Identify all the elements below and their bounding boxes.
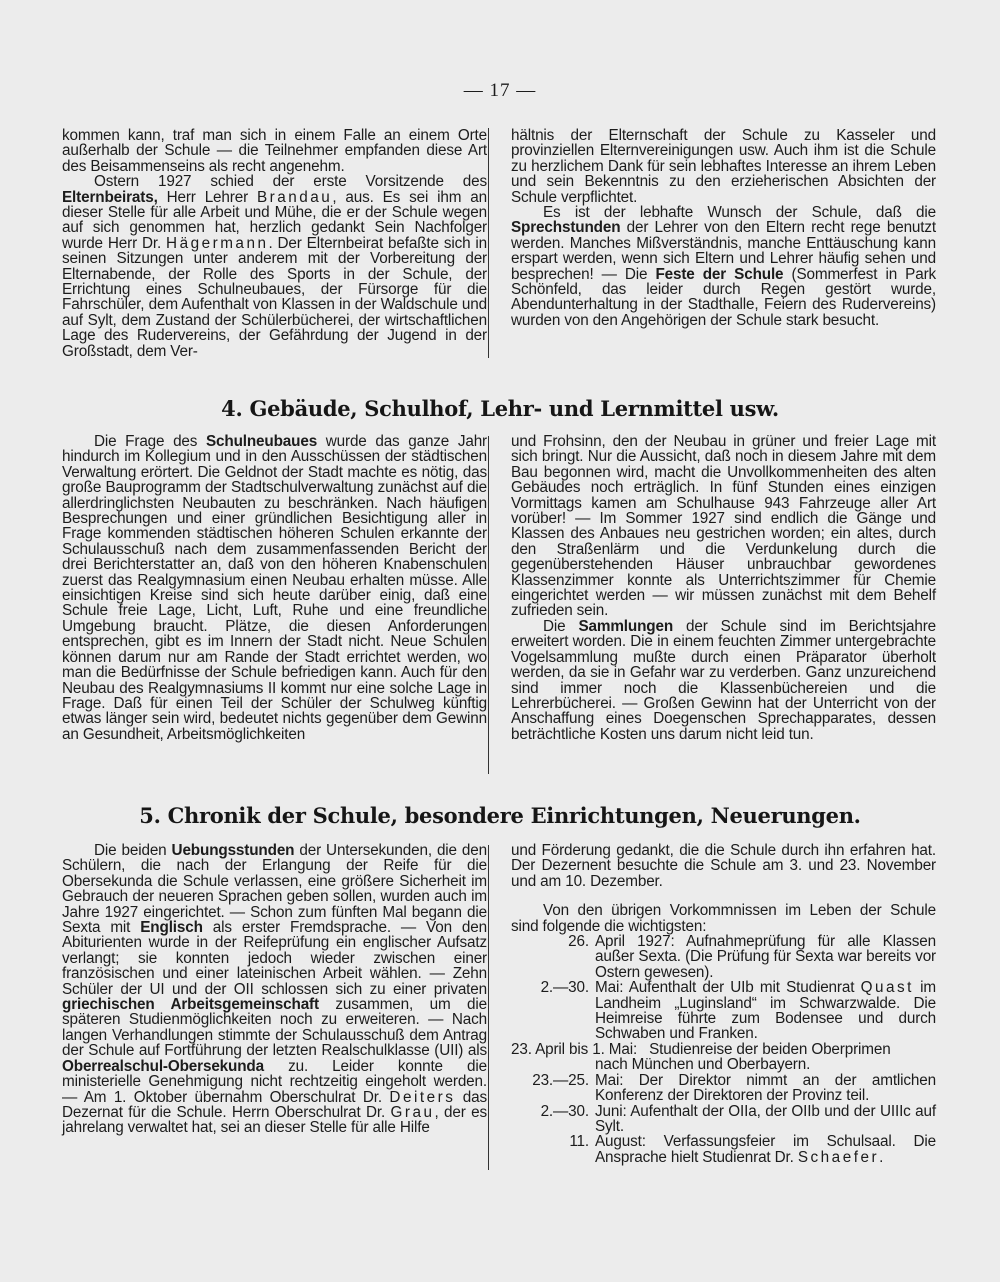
paragraph — [511, 205, 936, 328]
bold-term: Uebungsstunden — [171, 842, 295, 859]
person-name: Brandau — [256, 188, 333, 206]
text: Herr Lehrer — [157, 188, 257, 206]
column-right — [511, 434, 936, 742]
column-divider — [488, 845, 489, 1170]
text: als erster Fremdsprache. — Von den Abiturienten wurde in der Reifeprüfung ein englischer Aufsatz verlangt; sie konnten jedoch wieder zwischen einer französischen und einer lateinischen Arbeit wählen. — Zehn Schüler der UI und der OII schlossen sich zu einer privaten — [62, 919, 487, 998]
text: im Landheim „Luginsland“ im Schwarzwalde. Die Heimreise führte zum Bodensee und durch Schwaben und Franken. — [595, 979, 936, 1043]
paragraph: hältnis der Elternschaft der Schule zu Kasseler und provinziellen Elternvereinigungen usw. Auch ihm ist die Schule zu herzlichem Dank für sein lebhaftes Interesse an ihrem Leben und sein Bekenntnis zu den erzieherischen Absichten der Schule verpflichtet. — [511, 127, 936, 206]
chronicle-date: 2.—30. — [540, 1102, 589, 1120]
text: . Der Elternbeirat befaßte sich in seinen Sitzungen unter anderem mit der Vorbereitung der Elternabende, der Rolle des Sports in der Schule, der Errichtung eines Schulneubaues, der Fürsorge für die Fahrschüler, dem Aufenthalt von Klassen in der Waldschule und auf Sylt, dem Zustand der Schülerbücherei, der wirtschaftlichen Lage des Rudervereins, der Gefährdung der Jugend in der Großstadt, dem Ver- — [62, 234, 488, 360]
text: das Dezernat für die Schule. Herrn Oberschulrat Dr. — [62, 1088, 487, 1121]
chronicle-date: 23. April bis 1. Mai: — [511, 1040, 638, 1058]
text: Ostern 1927 schied der erste Vorsitzende des — [94, 173, 487, 191]
chronicle-text: April 1927: Aufnahmeprüfung für alle Klassen außer Sexta. (Die Prüfung für Sexta war bereits vor Ostern gewesen). — [595, 933, 936, 981]
paragraph: und Frohsinn, den der Neubau in grüner und freier Lage mit sich bringt. Nur die Aussicht, daß noch in diesem Jahre mit dem Bau begonnen wird, macht die Unvollkommenheiten des alten Gebäudes noch erträglich. In fünf Stunden eines einzigen Vormittags kamen am Schulhause 943 Fahrzeuge aller Art vorüber! — Im Sommer 1927 sind endlich die Gänge und Klassen des Anbaues neu gestrichen worden; ein altes, durch den Straßenlärm und die Verdunkelung durch die gegenüberstehenden Häuser unbrauchbar gewordenes Klassenzimmer konnte als Unterrichtszimmer für Chemie eingerichtet werden — wir müssen zunächst mit dem Behelf zufrieden sein. — [511, 433, 936, 620]
paragraph — [62, 174, 487, 359]
bold-term: Sammlungen — [578, 617, 674, 635]
paragraph: Von den übrigen Vorkommnissen im Leben der Schule sind folgende die wichtigsten: — [511, 902, 936, 935]
chronicle-text — [595, 980, 936, 1042]
column-divider — [488, 436, 489, 774]
text: August: Verfassungsfeier im Schulsaal. Die Ansprache hielt Studienrat Dr. — [595, 1133, 936, 1166]
column-left — [62, 128, 487, 359]
chronicle-entry — [511, 1042, 936, 1073]
section-heading-5: 5. Chronik der Schule, besondere Einrichtungen, Neuerungen. — [139, 803, 861, 828]
text: zusammen, um die späteren Studienmöglichkeiten noch zu erweiteren. — Nach langen Verhandlungen stimmte der Schulausschuß dem Antrag der Schule auf Fortführung der letzten Realschulklasse (UII) als — [62, 996, 487, 1060]
page-number: — 17 — — [463, 80, 537, 101]
person-name: Hägermann — [166, 234, 269, 252]
column-right — [511, 128, 936, 359]
chronicle-date: 23.—25. — [532, 1071, 589, 1089]
chronicle-list — [511, 934, 936, 1165]
chronicle-entry — [511, 934, 936, 980]
paragraph — [62, 434, 487, 742]
bold-term: griechischen Arbeitsgemeinschaft — [62, 996, 319, 1014]
chronicle-date: 11. — [569, 1133, 589, 1151]
chronicle-text: Juni: Aufenthalt der OIIa, der OIIb und der UIIIc auf Sylt. — [595, 1102, 936, 1135]
paragraph — [62, 843, 487, 1136]
bold-term: Oberrealschul-Obersekunda — [62, 1057, 264, 1075]
person-name: Schaefer — [797, 1148, 880, 1166]
bold-term: Sprechstunden — [511, 219, 621, 237]
paragraph — [511, 619, 936, 742]
text: , aus. Es sei ihm an dieser Stelle für alle Arbeit und Mühe, die er der Schule wegen auf sich genommen hat, herzlich gedankt Sein Nachfolger wurde Herr Dr. — [62, 188, 488, 252]
text: zu. Leider konnte die ministerielle Genehmigung nicht rechtzeitig eingeholt werden. — Am 1. Oktober übernahm Oberschulrat Dr. — [62, 1057, 487, 1106]
chronicle-entry — [511, 1104, 936, 1135]
chronicle-date: 26. — [568, 933, 589, 951]
column-divider — [488, 128, 489, 358]
column-right — [511, 843, 936, 1165]
paragraph: kommen kann, traf man sich in einem Falle an einem Orte außerhalb der Schule — die Teilnehmer empfanden diese Art des Beisammenseins als recht angenehm. — [62, 127, 487, 175]
bold-term: Feste der Schule — [655, 265, 784, 283]
chronicle-text — [595, 1134, 936, 1165]
chronicle-text: Studienreise der beiden Oberprimen — [649, 1040, 891, 1058]
text: der Untersekunden, die den Schülern, die nach der Erlangung der Reife für die Obersekunda die Schule verlassen, eine größere Sicherheit im Gebrauch der neueren Sprachen geben sollen, wurden auch im Jahre 1927 eingerichtet. — Schon zum fünften Mal begann die Sexta mit — [62, 842, 487, 937]
section-4 — [62, 434, 936, 742]
text: Es ist der lebhafte Wunsch der Schule, daß die — [543, 204, 936, 222]
paragraph: und Förderung gedankt, die die Schule durch ihn erfahren hat. Der Dezernent besuchte die Schule am 3. und 23. November und am 10. Dezember. — [511, 842, 936, 890]
bold-term: Englisch — [140, 919, 203, 937]
text: (Sommerfest in Park Schönfeld, das leider durch Regen gestört wurde, Abendunterhaltung in der Stadthalle, Feiern des Rudervereins) wurden von den Angehörigen der Schule stark besucht. — [511, 265, 937, 329]
chronicle-text: Mai: Der Direktor nimmt an der amtlichen Konferenz der Direktoren der Provinz teil. — [595, 1071, 936, 1105]
bold-term: Schulneubaues — [205, 433, 318, 450]
person-name: Grau — [390, 1103, 435, 1121]
text: der Lehrer von den Eltern recht rege benutzt werden. Manches Mißverständnis, manche Enttäuschung kann erspart werden, wenn sich Eltern und Lehrer häufig sehen und besprechen! — Die — [511, 219, 936, 283]
person-name: Quast — [860, 979, 914, 997]
chronicle-entry — [511, 1134, 936, 1165]
text: Die Frage des — [94, 433, 206, 450]
chronicle-text: nach München und Oberbayern. — [595, 1056, 811, 1074]
text: der Schule sind im Berichtsjahre erweitert worden. Die in einem feuchten Zimmer untergebrachte Vogelsammlung mußte durch einen Präparator überholt werden, da sie in Gefahr war zu verderben. Ganz unzureichend sind immer noch die Klassenbüchereien und die Lehrerbücherei. — Großen Gewinn hat der Unterricht von der Anschaffung eines Doegenschen Sprechapparates, dessen beträchtliche Kosten uns darum nicht leid tun. — [511, 617, 936, 743]
text: Die beiden — [94, 842, 172, 859]
section-elternbeirat — [62, 128, 936, 359]
text: . — [879, 1148, 884, 1166]
text: , der es jahrelang verwaltet hat, sei an dieser Stelle für alle Hilfe — [62, 1103, 487, 1137]
column-left — [62, 434, 487, 742]
text: Die — [543, 617, 579, 635]
person-name: Deiters — [389, 1088, 456, 1106]
bold-term: Elternbeirats, — [62, 188, 158, 206]
chronicle-entry — [511, 980, 936, 1042]
column-left — [62, 843, 487, 1165]
chronicle-date: 2.—30. — [540, 979, 589, 997]
text: wurde das ganze Jahr hindurch im Kollegium und in den Ausschüssen der städtischen Verwaltung erörtert. Die Geldnot der Stadt machte es nötig, das große Bauprogramm der Stadtschulverwaltung zunächst auf die allerdringlichsten Neubauten zu beschränken. Nach häufigen Besprechungen und einer gründlichen Besichtigung aller in Frage kommenden städtischen höheren Schulen erkannte der Schulausschuß nach dem zusammenfassenden Bericht der drei Berichterstatter an, daß von den höheren Knabenschulen zuerst das Realgymnasium einen Neubau erhalten müsse. Alle einsichtigen Kreise sind sich heute darüber einig, daß eine Schule freie Lage, Licht, Luft, Ruhe und eine freundliche Umgebung braucht. Plätze, die diesen Anforderungen entsprechen, gibt es im Innern der Stadt nicht. Neue Schulen können darum nur am Rande der Stadt errichtet werden, wo man die Bedürfnisse der Schule befriedigen kann. Auch für den Neubau des Realgymnasiums II kommt nur eine solche Lage in Frage. Daß für einen Teil der Schüler der Schulweg künftig etwas länger sein wird, bedeutet nichts gegenüber dem Gewinn an Gesundheit, Arbeitsmöglichkeiten — [62, 433, 487, 743]
text: Mai: Aufenthalt der UIb mit Studienrat — [595, 979, 861, 997]
section-heading-4: 4. Gebäude, Schulhof, Lehr- und Lernmittel usw. — [221, 396, 779, 421]
section-5 — [62, 843, 936, 1165]
chronicle-entry — [511, 1073, 936, 1104]
